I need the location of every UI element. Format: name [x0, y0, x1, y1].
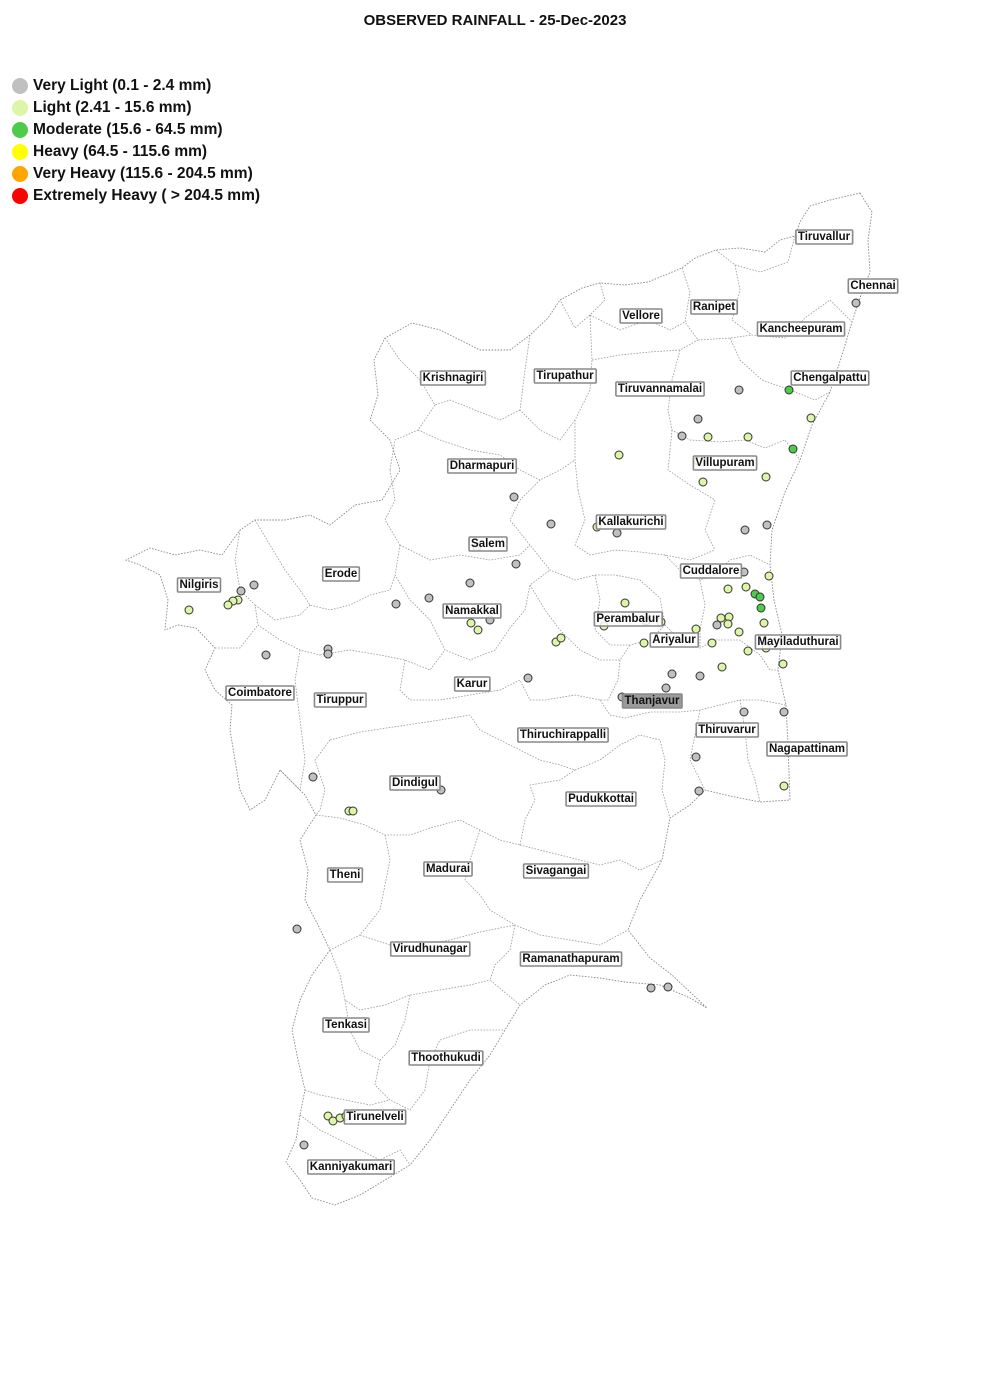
station-dot-light — [742, 583, 750, 591]
district-name: Cuddalore — [682, 565, 740, 577]
district-name: Tiruvannamalai — [617, 383, 703, 395]
district-boundary — [560, 283, 605, 328]
district-label-mayiladuthurai — [755, 635, 840, 649]
district-boundary — [668, 430, 715, 550]
district-name: Tirunelveli — [346, 1111, 404, 1123]
district-label-tenkasi — [323, 1018, 369, 1032]
station-dot-very-light — [664, 983, 672, 991]
district-label-tirupathur — [534, 369, 596, 383]
district-label-kallakurichi — [596, 515, 665, 529]
district-boundary — [716, 236, 795, 272]
district-name: Kallakurichi — [598, 516, 664, 528]
district-label-vellore — [620, 309, 662, 323]
station-dot-very-light — [741, 526, 749, 534]
district-name: Coimbatore — [228, 687, 292, 699]
district-name: Pudukkottai — [568, 793, 634, 805]
station-dot-light — [349, 807, 357, 815]
station-dot-moderate — [789, 445, 797, 453]
district-labels — [178, 230, 898, 1174]
district-boundary — [255, 605, 310, 620]
district-boundary — [385, 470, 400, 545]
district-label-tirunelveli — [344, 1110, 405, 1124]
district-name: Dharmapuri — [449, 460, 515, 472]
map-title: OBSERVED RAINFALL - 25-Dec-2023 — [363, 12, 627, 29]
station-dot-light — [474, 626, 482, 634]
district-label-erode — [323, 567, 360, 581]
district-label-krishnagiri — [421, 371, 486, 385]
district-name: Chennai — [850, 280, 896, 292]
station-dot-very-light — [237, 587, 245, 595]
district-boundary — [316, 815, 520, 845]
district-name: Nagapattinam — [768, 743, 846, 755]
district-boundary — [490, 925, 520, 1005]
district-label-villupuram — [693, 456, 756, 470]
district-name: Thiruvarur — [698, 724, 756, 736]
station-dot-very-light — [694, 415, 702, 423]
station-dot-very-light — [852, 299, 860, 307]
district-label-virudhunagar — [391, 942, 470, 956]
district-name: Tirupathur — [536, 370, 594, 382]
station-dot-very-light — [510, 493, 518, 501]
station-dot-light — [760, 619, 768, 627]
district-boundary — [435, 400, 520, 420]
station-dot-light — [765, 572, 773, 580]
district-name: Thiruchirappalli — [519, 729, 607, 741]
district-name: Sivagangai — [525, 865, 587, 877]
legend-label-very-heavy: Very Heavy (115.6 - 204.5 mm) — [33, 165, 253, 182]
district-label-thiruchirappalli — [518, 728, 608, 742]
district-name: Kanniyakumari — [309, 1161, 393, 1173]
district-name: Perambalur — [596, 613, 660, 625]
station-dot-very-light — [293, 925, 301, 933]
district-label-pudukkottai — [566, 792, 636, 806]
station-dot-light — [704, 433, 712, 441]
station-dot-light — [692, 625, 700, 633]
district-boundary — [395, 545, 550, 660]
district-boundary — [280, 650, 305, 790]
district-label-kancheepuram — [757, 322, 844, 336]
district-boundary — [255, 520, 395, 610]
station-dot-very-light — [763, 521, 771, 529]
district-label-kanniyakumari — [308, 1160, 394, 1174]
district-name: Theni — [329, 869, 361, 881]
station-dot-very-light — [740, 708, 748, 716]
district-name: Namakkal — [445, 605, 499, 617]
district-name: Nilgiris — [179, 579, 219, 591]
district-name: Krishnagiri — [422, 372, 484, 384]
district-label-chengalpattu — [791, 371, 868, 385]
station-dot-very-light — [735, 386, 743, 394]
district-label-thiruvarur — [696, 723, 758, 737]
district-boundary — [330, 835, 390, 950]
station-dot-very-light — [524, 674, 532, 682]
station-dot-very-light — [668, 670, 676, 678]
district-boundary — [235, 530, 258, 625]
station-dot-light — [744, 433, 752, 441]
station-dot-very-light — [300, 1141, 308, 1149]
district-name: Erode — [324, 568, 358, 580]
station-dot-moderate — [756, 593, 764, 601]
district-label-salem — [469, 537, 507, 551]
district-name: Tenkasi — [325, 1019, 367, 1031]
station-dot-light — [780, 782, 788, 790]
station-dot-light — [735, 628, 743, 636]
district-label-coimbatore — [226, 686, 294, 700]
station-dot-light — [779, 660, 787, 668]
district-name: Tiruvallur — [797, 231, 851, 243]
district-boundary — [375, 1030, 505, 1110]
station-dot-very-light — [647, 984, 655, 992]
district-boundary — [690, 710, 705, 790]
district-boundary — [305, 1090, 390, 1105]
district-name: Ariyalur — [652, 634, 696, 646]
district-boundary — [700, 580, 705, 648]
district-boundary — [465, 830, 628, 945]
station-dot-light — [744, 647, 752, 655]
district-label-chennai — [848, 279, 897, 293]
district-boundary — [575, 420, 578, 490]
station-dot-light — [708, 639, 716, 647]
district-boundary — [668, 350, 800, 460]
district-name: Mayiladuthurai — [757, 636, 839, 648]
district-label-theni — [328, 868, 363, 882]
district-label-cuddalore — [681, 564, 742, 578]
district-name: Dindigul — [392, 777, 438, 789]
district-label-nilgiris — [178, 578, 221, 592]
station-dot-light — [718, 663, 726, 671]
station-dot-very-light — [324, 650, 332, 658]
legend-label-light: Light (2.41 - 15.6 mm) — [33, 99, 192, 116]
district-label-ranipet — [691, 300, 737, 314]
district-name: Virudhunagar — [392, 943, 468, 955]
district-label-ariyalur — [650, 633, 698, 647]
district-boundaries — [215, 236, 852, 1165]
station-dot-light — [807, 414, 815, 422]
station-dot-light — [699, 478, 707, 486]
district-label-tiruvallur — [796, 230, 853, 244]
district-label-thoothukudi — [409, 1051, 483, 1065]
district-label-tiruvannamalai — [616, 382, 704, 396]
district-name: Vellore — [622, 310, 660, 322]
district-label-thanjavur — [623, 694, 682, 708]
station-dot-light — [621, 599, 629, 607]
station-dot-moderate — [757, 604, 765, 612]
station-dot-light — [467, 619, 475, 627]
district-boundary — [385, 338, 435, 470]
station-dot-moderate — [785, 386, 793, 394]
legend-label-very-light: Very Light (0.1 - 2.4 mm) — [33, 77, 212, 94]
district-label-karur — [455, 677, 490, 691]
district-boundary — [520, 770, 575, 845]
station-dot-very-light — [662, 684, 670, 692]
legend-label-extremely-heavy: Extremely Heavy ( > 204.5 mm) — [33, 187, 261, 204]
station-dot-light — [762, 473, 770, 481]
station-dot-very-light — [250, 581, 258, 589]
station-dot-very-light — [692, 753, 700, 761]
district-boundary — [215, 625, 320, 655]
station-dot-very-light — [466, 579, 474, 587]
station-dot-light — [557, 634, 565, 642]
district-name: Madurai — [425, 863, 471, 875]
station-dot-very-light — [613, 529, 621, 537]
district-boundary — [510, 480, 595, 580]
district-label-ramanathapuram — [520, 952, 621, 966]
district-name: Ranipet — [692, 301, 736, 313]
station-dot-very-light — [713, 621, 721, 629]
district-label-perambalur — [594, 612, 662, 626]
station-dot-very-light — [695, 787, 703, 795]
district-boundary — [592, 340, 698, 360]
district-boundary — [400, 545, 530, 560]
district-boundary — [600, 660, 620, 700]
station-dot-light — [724, 620, 732, 628]
district-label-nagapattinam — [767, 742, 847, 756]
station-dot-light — [724, 585, 732, 593]
district-name: Thoothukudi — [411, 1052, 481, 1064]
district-name: Ramanathapuram — [522, 953, 620, 965]
station-dot-very-light — [678, 432, 686, 440]
district-label-sivagangai — [524, 864, 589, 878]
district-label-dharmapuri — [448, 459, 517, 473]
station-dot-very-light — [262, 651, 270, 659]
district-name: Tiruppur — [316, 694, 364, 706]
district-label-namakkal — [443, 604, 501, 618]
station-dot-very-light — [780, 708, 788, 716]
station-dot-very-light — [512, 560, 520, 568]
station-dot-very-light — [547, 520, 555, 528]
district-boundary — [730, 338, 830, 400]
district-label-tiruppur — [314, 693, 366, 707]
station-dot-very-light — [309, 773, 317, 781]
district-name: Kancheepuram — [759, 323, 843, 335]
district-boundary — [330, 950, 490, 1010]
district-name: Chengalpattu — [793, 372, 867, 384]
district-name: Karur — [456, 678, 488, 690]
district-name: Thanjavur — [624, 695, 680, 707]
station-dot-very-light — [425, 594, 433, 602]
district-label-dindigul — [390, 776, 440, 790]
district-boundary — [400, 660, 600, 700]
station-dot-light — [224, 601, 232, 609]
station-dot-very-light — [696, 672, 704, 680]
station-dot-light — [185, 606, 193, 614]
district-name: Salem — [471, 538, 505, 550]
legend-label-heavy: Heavy (64.5 - 115.6 mm) — [33, 143, 208, 160]
station-dot-light — [640, 639, 648, 647]
station-dot-very-light — [392, 600, 400, 608]
station-dot-light — [615, 451, 623, 459]
district-boundary — [320, 650, 445, 670]
district-name: Villupuram — [695, 457, 755, 469]
district-label-madurai — [424, 862, 472, 876]
legend-label-moderate: Moderate (15.6 - 64.5 mm) — [33, 121, 223, 138]
